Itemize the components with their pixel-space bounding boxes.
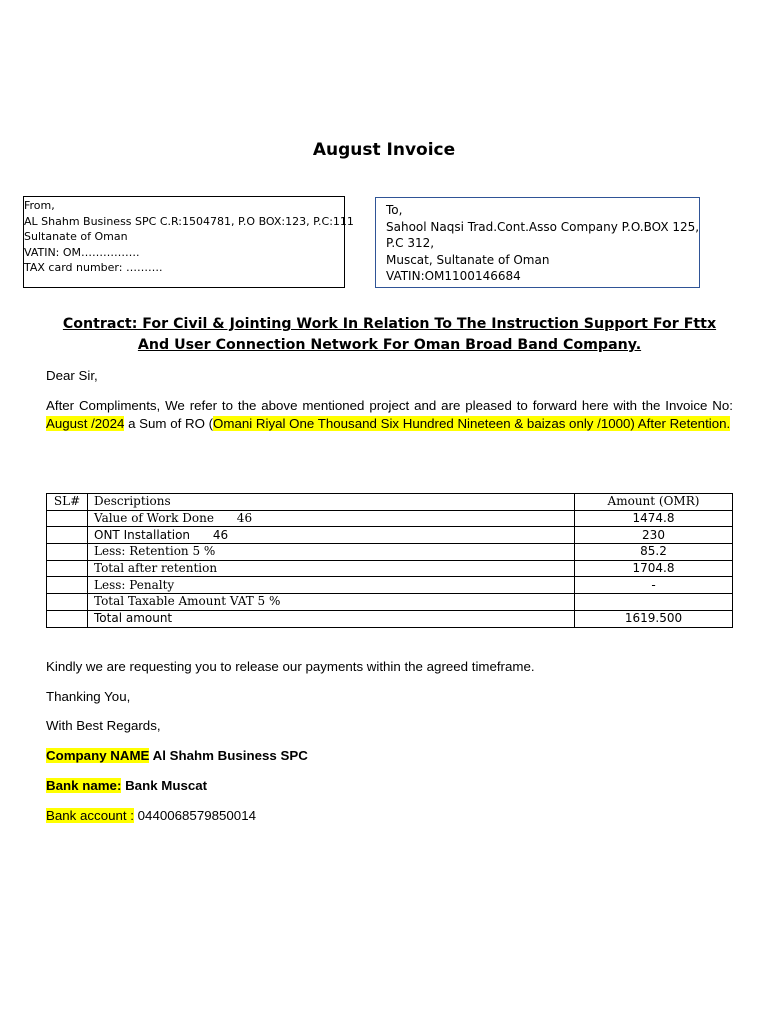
- cell-desc: Total amount: [88, 610, 575, 627]
- contract-heading: Contract: For Civil & Jointing Work In Relation To The Instruction Support For Fttx And User Connection Network For Oman Broad Band Company.: [62, 316, 717, 353]
- cell-desc: Less: Penalty: [88, 577, 575, 594]
- cell-amount: 1619.500: [575, 610, 733, 627]
- greeting: Dear Sir,: [46, 368, 98, 383]
- bank-account-line: [46, 808, 256, 823]
- from-line: Sultanate of Oman: [24, 230, 128, 243]
- bank-account-label: Bank account :: [46, 808, 134, 823]
- bank-account-value: 0440068579850014: [133, 808, 256, 823]
- cell-desc: Total Taxable Amount VAT 5 %: [88, 594, 575, 611]
- from-line: VATIN: OM…………….: [24, 245, 140, 259]
- cell-amount: [575, 594, 733, 611]
- cell-amount: 1474.8: [575, 510, 733, 527]
- cell-sl: [47, 544, 88, 561]
- to-line: VATIN:OM1100146684: [386, 269, 521, 283]
- payment-request: Kindly we are requesting you to release our payments within the agreed timeframe.: [46, 659, 535, 674]
- page-title: August Invoice: [312, 140, 456, 160]
- invoice-table: [46, 493, 733, 628]
- cell-sl: [47, 610, 88, 627]
- from-line: AL Shahm Business SPC C.R:1504781, P.O BOX:123, P.C:111: [24, 214, 354, 228]
- from-line: TAX card number: ……….: [24, 261, 163, 274]
- header-amount: Amount (OMR): [575, 494, 733, 511]
- amount-in-words: Omani Riyal One Thousand Six Hundred Nineteen & baizas only /1000) After Retention.: [213, 415, 731, 431]
- cell-amount: 85.2: [575, 544, 733, 561]
- to-line: P.C 312,: [386, 236, 435, 250]
- bank-name-label: Bank name:: [46, 778, 122, 793]
- cell-sl: [47, 594, 88, 611]
- table-row: [47, 527, 733, 544]
- invoice-number: August /2024: [46, 415, 125, 431]
- company-line: [46, 748, 308, 763]
- to-line: Muscat, Sultanate of Oman: [386, 252, 550, 267]
- to-address-box: [375, 197, 700, 288]
- best-regards: With Best Regards,: [46, 718, 161, 733]
- bank-name-line: [46, 778, 207, 793]
- cell-desc: Value of Work Done 46: [88, 510, 575, 527]
- cell-desc: Less: Retention 5 %: [88, 544, 575, 561]
- table-row: [47, 560, 733, 577]
- thanking-you: Thanking You,: [46, 689, 131, 704]
- header-descriptions: Descriptions: [88, 494, 575, 511]
- cell-desc: Total after retention: [88, 560, 575, 577]
- cell-amount: 1704.8: [575, 560, 733, 577]
- from-line: From,: [24, 199, 55, 212]
- intro-paragraph: [46, 397, 733, 432]
- bank-name-value: Bank Muscat: [121, 778, 208, 793]
- table-row: [47, 594, 733, 611]
- to-line: To,: [386, 203, 403, 217]
- from-address-box: [23, 196, 354, 288]
- table-row: [47, 510, 733, 527]
- header-sl: SL#: [47, 494, 88, 511]
- cell-sl: [47, 560, 88, 577]
- cell-sl: [47, 527, 88, 544]
- table-header-row: [47, 494, 733, 511]
- cell-desc: ONT Installation 46: [88, 527, 575, 544]
- cell-amount: -: [575, 577, 733, 594]
- cell-sl: [47, 577, 88, 594]
- table-row: [47, 610, 733, 627]
- intro-text-2: a Sum of RO (: [124, 415, 214, 431]
- intro-text: After Compliments, We refer to the above mentioned project and are pleased to forward here with the Invoice No:: [46, 398, 733, 413]
- table-row: [47, 544, 733, 561]
- company-value: Al Shahm Business SPC: [149, 748, 308, 763]
- table-row: [47, 577, 733, 594]
- cell-amount: 230: [575, 527, 733, 544]
- cell-sl: [47, 510, 88, 527]
- company-label: Company NAME: [46, 748, 150, 763]
- to-line: Sahool Naqsi Trad.Cont.Asso Company P.O.BOX 125,: [386, 219, 700, 234]
